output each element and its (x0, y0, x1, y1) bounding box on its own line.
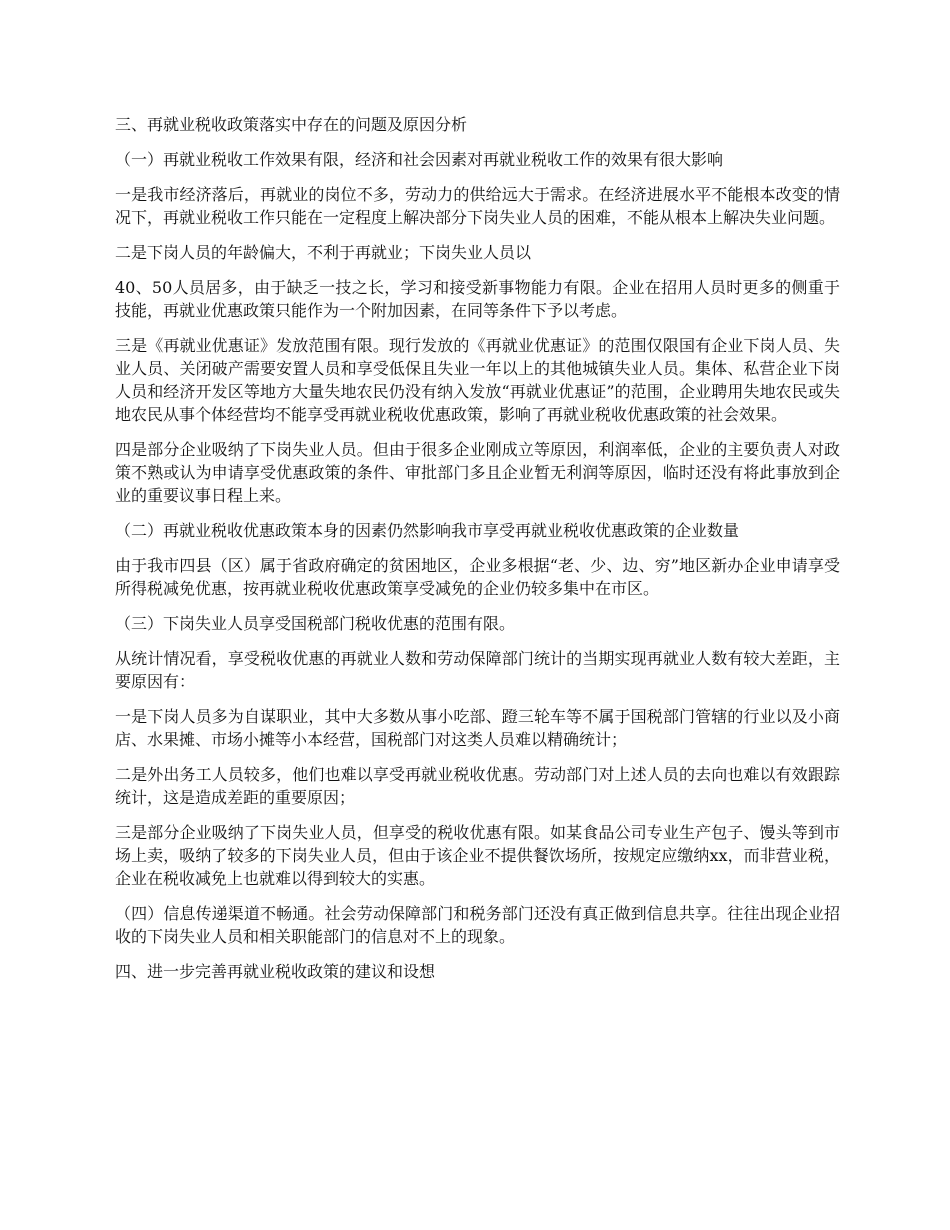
subsection-heading-2: （二）再就业税收优惠政策本身的因素仍然影响我市享受再就业税收优惠政策的企业数量 (115, 521, 740, 540)
subsection-heading-4: （四）信息传递渠道不畅通。社会劳动保障部门和税务部门还没有真正做到信息共享。往往出现企业招收的下岗失业人员和相关职能部门的信息对不上的现象。 (115, 904, 840, 946)
body-paragraph: 二是外出务工人员较多，他们也难以享受再就业税收优惠。劳动部门对上述人员的去向也难以有效跟踪统计，这是造成差距的重要原因； (115, 765, 840, 807)
body-paragraph: 一是我市经济落后，再就业的岗位不多，劳动力的供给远大于需求。在经济进展水平不能根本改变的情况下，再就业税收工作只能在一定程度上解决部分下岗失业人员的困难，不能从根本上解决失业问题。 (115, 185, 840, 227)
body-paragraph: 二是下岗人员的年龄偏大，不利于再就业；下岗失业人员以 (115, 243, 532, 262)
subsection-heading-3: （三）下岗失业人员享受国税部门税收优惠的范围有限。 (115, 614, 516, 633)
body-paragraph: 三是《再就业优惠证》发放范围有限。现行发放的《再就业优惠证》的范围仅限国有企业下岗人员、失业人员、关闭破产需要安置人员和享受低保且失业一年以上的其他城镇失业人员。集体、私营企业下岗人员和经济开发区等地方大量失地农民仍没有纳入发放“再就业优惠证”的范围，企业聘用失地农民或失地农民从事个体经营均不能享受再就业税收优惠政策，影响了再就业税收优惠政策的社会效果。 (115, 336, 840, 424)
body-paragraph: 四是部分企业吸纳了下岗失业人员。但由于很多企业刚成立等原因，利润率低，企业的主要负责人对政策不熟或认为申请享受优惠政策的条件、审批部门多且企业暂无利润等原因，临时还没有将此事放到企业的重要议事日程上来。 (115, 440, 840, 505)
document-page (115, 113, 840, 995)
body-paragraph: 一是下岗人员多为自谋职业，其中大多数从事小吃部、蹬三轮车等不属于国税部门管辖的行业以及小商店、水果摊、市场小摊等小本经营，国税部门对这类人员难以精确统计； (115, 707, 840, 749)
body-paragraph: 由于我市四县（区）属于省政府确定的贫困地区，企业多根据“老、少、边、穷”地区新办企业申请享受所得税减免优惠，按再就业税收优惠政策享受减免的企业仍较多集中在市区。 (115, 556, 840, 598)
section-heading-4: 四、进一步完善再就业税收政策的建议和设想 (115, 962, 436, 981)
section-heading-3: 三、再就业税收政策落实中存在的问题及原因分析 (115, 115, 468, 134)
body-paragraph: 三是部分企业吸纳了下岗失业人员，但享受的税收优惠有限。如某食品公司专业生产包子、馒头等到市场上卖，吸纳了较多的下岗失业人员，但由于该企业不提供餐饮场所，按规定应缴纳xx，而非营业税，企业在税收减免上也就难以得到较大的实惠。 (115, 823, 840, 888)
body-paragraph: 从统计情况看，享受税收优惠的再就业人数和劳动保障部门统计的当期实现再就业人数有较大差距，主要原因有： (115, 649, 840, 691)
subsection-heading-1: （一）再就业税收工作效果有限，经济和社会因素对再就业税收工作的效果有很大影响 (115, 150, 724, 169)
body-paragraph: 40、50人员居多，由于缺乏一技之长，学习和接受新事物能力有限。企业在招用人员时更多的侧重于技能，再就业优惠政策只能作为一个附加因素，在同等条件下予以考虑。 (115, 278, 840, 320)
